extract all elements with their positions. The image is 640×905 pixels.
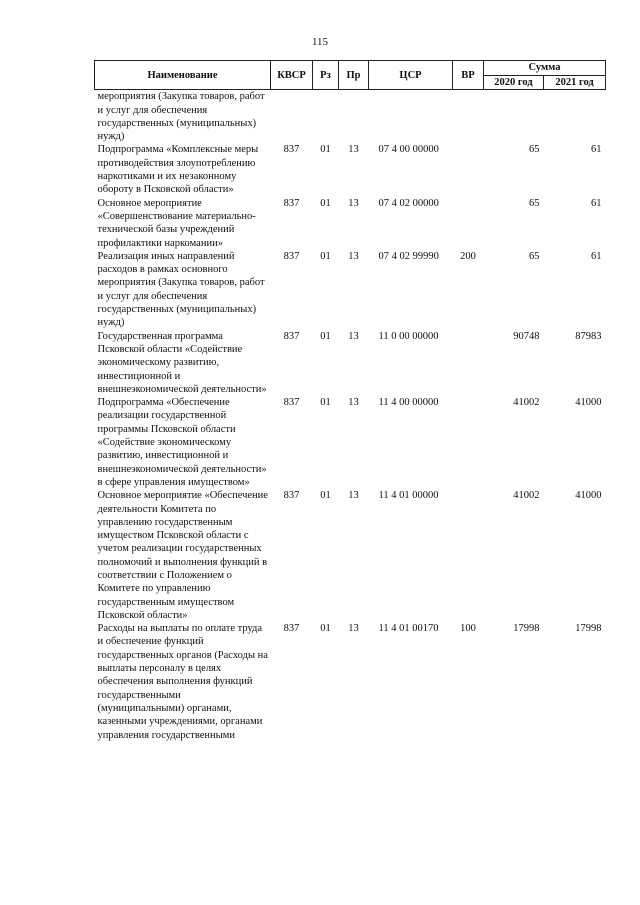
cell-pr: 13 — [348, 144, 359, 156]
cell-csr: 07 4 02 00000 — [378, 197, 439, 209]
table-row — [95, 90, 606, 144]
cell-kvsr: 837 — [283, 197, 300, 209]
header-year-2021: 2021 год — [544, 76, 606, 90]
cell-rz: 01 — [320, 490, 331, 502]
cell-2020: 90748 — [513, 330, 540, 342]
cell-kvsr: 837 — [283, 330, 300, 342]
cell-pr — [339, 90, 369, 144]
cell-vr — [453, 489, 484, 622]
header-vr: ВР — [453, 61, 484, 90]
cell-rz — [313, 90, 339, 144]
cell-csr: 11 4 01 00170 — [378, 623, 439, 635]
cell-vr — [453, 143, 484, 196]
page-number: 115 — [311, 36, 329, 48]
cell-vr: 200 — [460, 250, 476, 262]
header-name: Наименование — [95, 61, 271, 90]
cell-2021: 41000 — [575, 397, 602, 409]
cell-rz: 01 — [320, 197, 331, 209]
cell-name: Основное мероприятие «Обеспечение деятельности Комитета по управлению государственным имуществом Псковской области с учетом реализации государственных полномочий и выполнения функций в соответствии с Положением о Комитете по управлению государственным имуществом Псковской области» — [97, 490, 268, 621]
table-row — [95, 330, 606, 396]
cell-kvsr: 837 — [283, 144, 300, 156]
cell-name: Расходы на выплаты по оплате труда и обеспечение функций государственных органов (Расходы на выплаты персоналу в целях обеспечения выполнения функций государственными (муниципальными) органами, казенными учреждениями, органами управления государственными — [97, 623, 268, 741]
cell-name: Основное мероприятие «Совершенствование материально-технической базы учреждений профилактики наркомании» — [97, 197, 256, 249]
cell-csr: 11 4 00 00000 — [378, 397, 439, 409]
cell-rz: 01 — [320, 144, 331, 156]
cell-rz: 01 — [320, 623, 331, 635]
table-body — [95, 90, 606, 742]
cell-2020: 17998 — [513, 623, 540, 635]
cell-2021: 61 — [591, 250, 602, 262]
cell-2021: 17998 — [575, 623, 602, 635]
budget-table — [94, 60, 606, 742]
cell-csr — [369, 90, 453, 144]
table-row — [95, 489, 606, 622]
cell-rz: 01 — [320, 250, 331, 262]
header-rz: Рз — [313, 61, 339, 90]
cell-pr: 13 — [348, 490, 359, 502]
table-row — [95, 197, 606, 250]
table-row — [95, 250, 606, 330]
cell-name: Государственная программа Псковской области «Содействие экономическому развитию, инвестиционной и внешнеэкономической деятельности» — [97, 330, 267, 395]
header-kvsr: КВСР — [271, 61, 313, 90]
cell-name: Реализация иных направлений расходов в рамках основного мероприятия (Закупка товаров, работ и услуг для обеспечения государственных (муниципальных) нужд) — [97, 250, 265, 329]
cell-2020: 65 — [529, 144, 540, 156]
header-csr: ЦСР — [369, 61, 453, 90]
cell-name: Подпрограмма «Комплексные меры противодействия злоупотреблению наркотиками и их незаконному обороту в Псковской области» — [97, 144, 259, 196]
cell-kvsr — [271, 90, 313, 144]
cell-pr: 13 — [348, 250, 359, 262]
cell-2021: 41000 — [575, 490, 602, 502]
cell-2020: 65 — [529, 250, 540, 262]
cell-kvsr: 837 — [283, 250, 300, 262]
cell-2021 — [544, 90, 606, 144]
cell-2020: 65 — [529, 197, 540, 209]
cell-2020: 41002 — [513, 397, 540, 409]
cell-name: мероприятия (Закупка товаров, работ и услуг для обеспечения государственных (муниципальных) нужд) — [97, 91, 265, 143]
cell-2021: 87983 — [575, 330, 602, 342]
table-row — [95, 622, 606, 742]
cell-csr: 07 4 00 00000 — [378, 144, 439, 156]
cell-pr: 13 — [348, 623, 359, 635]
cell-kvsr: 837 — [283, 623, 300, 635]
cell-pr: 13 — [348, 330, 359, 342]
cell-vr — [453, 330, 484, 396]
cell-2021: 61 — [591, 144, 602, 156]
cell-name: Подпрограмма «Обеспечение реализации государственной программы Псковской области «Содействие экономическому развитию, инвестиционной и внешнеэкономической деятельности» в сфере управления имуществом» — [97, 397, 267, 488]
cell-2020 — [484, 90, 544, 144]
cell-2020: 41002 — [513, 490, 540, 502]
cell-csr: 11 0 00 00000 — [378, 330, 439, 342]
table-row — [95, 143, 606, 196]
cell-rz: 01 — [320, 397, 331, 409]
cell-csr: 11 4 01 00000 — [378, 490, 439, 502]
table-row — [95, 396, 606, 489]
cell-vr — [453, 197, 484, 250]
cell-vr — [453, 90, 484, 144]
header-pr: Пр — [339, 61, 369, 90]
cell-2021: 61 — [591, 197, 602, 209]
cell-kvsr: 837 — [283, 490, 300, 502]
cell-pr: 13 — [348, 197, 359, 209]
cell-kvsr: 837 — [283, 397, 300, 409]
cell-vr: 100 — [460, 623, 476, 635]
cell-pr: 13 — [348, 397, 359, 409]
cell-csr: 07 4 02 99990 — [378, 250, 439, 262]
cell-rz: 01 — [320, 330, 331, 342]
header-year-2020: 2020 год — [484, 76, 544, 90]
cell-vr — [453, 396, 484, 489]
header-sum: Сумма — [484, 61, 606, 76]
header-row — [95, 61, 606, 76]
